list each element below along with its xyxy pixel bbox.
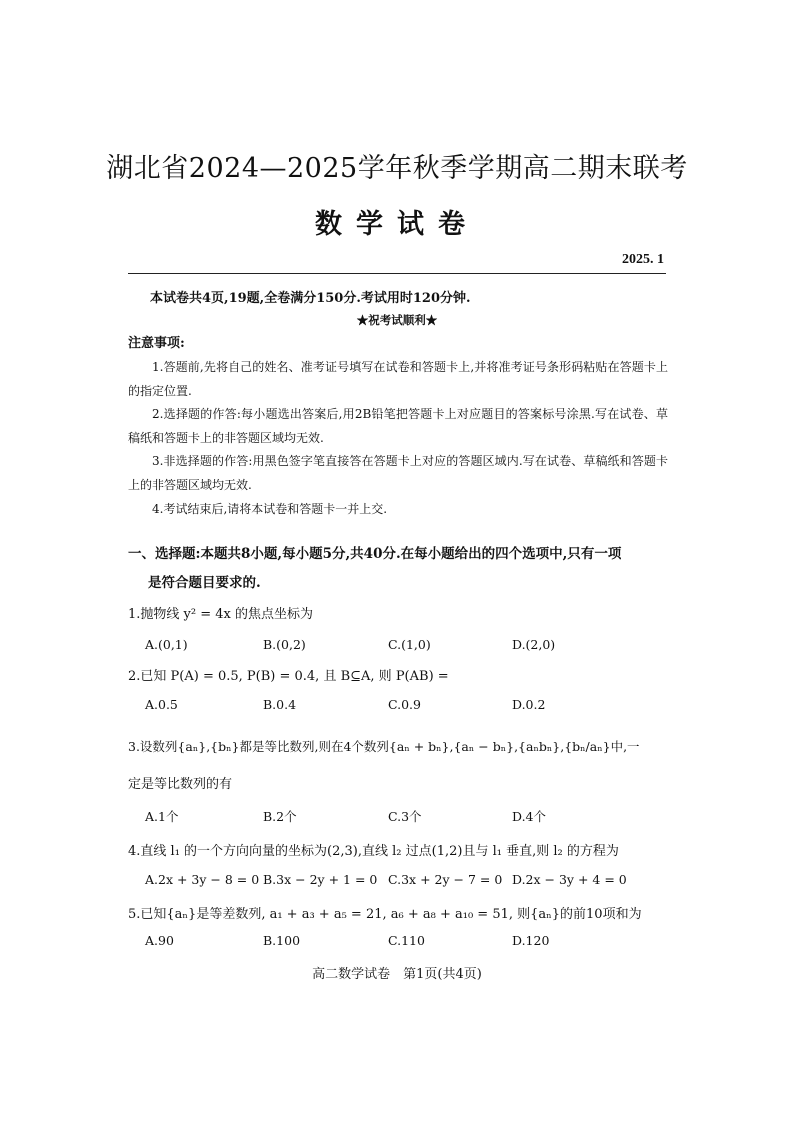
exam-title: 湖北省2024—2025学年秋季学期高二期末联考 bbox=[106, 153, 688, 184]
question-4-stem: 4.直线 l₁ 的一个方向向量的坐标为(2,3),直线 l₂ 过点(1,2)且与 l₁ 垂直,则 l₂ 的方程为 bbox=[128, 844, 619, 859]
exam-subtitle: 数学试卷 bbox=[315, 209, 479, 240]
option-d: D.2x − 3y + 4 = 0 bbox=[512, 872, 627, 887]
question-2-stem: 2.已知 P(A) = 0.5, P(B) = 0.4, 且 B⊆A, 则 P(AB) = bbox=[128, 669, 449, 684]
notice-item: 2.选择题的作答:每小题选出答案后,用2B铅笔把答题卡上对应题目的答案标号涂黑.写在试卷、草稿纸和答题卡上的非答题区域均无效. bbox=[128, 407, 668, 445]
option-b: B.100 bbox=[263, 933, 301, 948]
option-d: D.120 bbox=[512, 933, 550, 948]
notice-item: 1.答题前,先将自己的姓名、准考证号填写在试卷和答题卡上,并将准考证号条形码粘贴在答题卡上的指定位置. bbox=[128, 360, 668, 398]
page-footer: 高二数学试卷 第1页(共4页) bbox=[312, 967, 482, 982]
option-a: A.0.5 bbox=[145, 697, 178, 712]
section-heading bbox=[128, 540, 668, 598]
option-b: B.3x − 2y + 1 = 0 bbox=[263, 872, 378, 887]
notice-item: 4.考试结束后,请将本试卷和答题卡一并上交. bbox=[152, 501, 388, 516]
option-c: C.(1,0) bbox=[388, 637, 431, 652]
option-a: A.2x + 3y − 8 = 0 bbox=[145, 872, 260, 887]
notice-list bbox=[128, 356, 668, 521]
exam-date: 2025. 1 bbox=[622, 252, 664, 267]
notice-title: 注意事项: bbox=[128, 336, 185, 351]
exam-info: 本试卷共4页,19题,全卷满分150分.考试用时120分钟. bbox=[150, 291, 471, 306]
option-c: C.3个 bbox=[388, 809, 422, 824]
question-1-stem: 1.抛物线 y² = 4x 的焦点坐标为 bbox=[128, 607, 313, 622]
option-d: D.(2,0) bbox=[512, 637, 556, 652]
section-heading-line: 是符合题目要求的. bbox=[148, 575, 261, 591]
option-c: C.3x + 2y − 7 = 0 bbox=[388, 872, 503, 887]
notice-item: 3.非选择题的作答:用黑色签字笔直接答在答题卡上对应的答题区域内.写在试卷、草稿纸和答题卡上的非答题区域均无效. bbox=[128, 454, 668, 492]
option-c: C.0.9 bbox=[388, 697, 421, 712]
good-luck-banner: ★祝考试顺利★ bbox=[356, 313, 438, 327]
header-divider bbox=[128, 273, 666, 274]
option-b: B.(0,2) bbox=[263, 637, 306, 652]
option-b: B.2个 bbox=[263, 809, 297, 824]
option-d: D.4个 bbox=[512, 809, 547, 824]
option-b: B.0.4 bbox=[263, 697, 297, 712]
question-3-stem: 3.设数列{aₙ},{bₙ}都是等比数列,则在4个数列{aₙ + bₙ},{aₙ − bₙ},{aₙbₙ},{bₙ/aₙ}中,一 bbox=[128, 739, 640, 754]
option-a: A.90 bbox=[145, 933, 174, 948]
option-d: D.0.2 bbox=[512, 697, 546, 712]
option-a: A.(0,1) bbox=[145, 637, 188, 652]
question-3-stem-continued: 定是等比数列的有 bbox=[128, 777, 233, 792]
option-a: A.1个 bbox=[145, 809, 179, 824]
question-5-stem: 5.已知{aₙ}是等差数列, a₁ + a₃ + a₅ = 21, a₆ + a₈ + a₁₀ = 51, 则{aₙ}的前10项和为 bbox=[128, 907, 642, 922]
option-c: C.110 bbox=[388, 933, 425, 948]
section-heading-line: 一、选择题:本题共8小题,每小题5分,共40分.在每小题给出的四个选项中,只有一项 bbox=[128, 546, 622, 562]
